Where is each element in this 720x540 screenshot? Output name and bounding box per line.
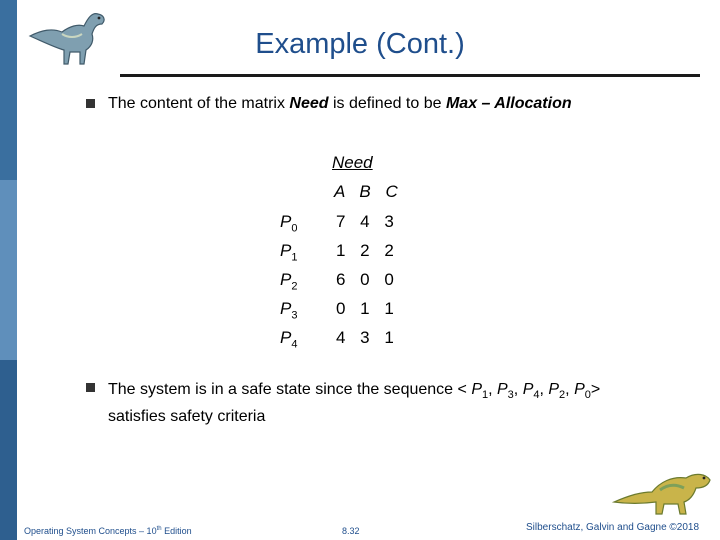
process-label: $P_1$ <box>280 241 298 264</box>
bullet-2-text: The system is in a safe state since the sequence < $P_1$, $P_3$, $P_4$, $P_2$, $P_0>$ satisfies safety criteria <box>108 381 601 426</box>
process-label: $P_4$ <box>280 328 298 351</box>
need-values: 4 3 1 <box>336 328 399 347</box>
need-heading: Need <box>332 153 373 172</box>
footer-course: Operating System Concepts – 10th Edition <box>24 526 192 536</box>
process-label: $P_0$ <box>280 212 298 235</box>
need-values: 6 0 0 <box>336 270 399 289</box>
footer-copyright: Silberschatz, Galvin and Gagne ©2018 <box>526 522 700 533</box>
column-headers: A B C <box>334 182 403 201</box>
page-title: Example (Cont.) <box>255 28 465 60</box>
bullet-icon <box>86 99 100 110</box>
need-values: 7 4 3 <box>336 212 399 231</box>
sidebar-stripe <box>0 0 17 540</box>
dinosaur-icon <box>610 462 714 518</box>
need-values: 1 2 2 <box>336 241 399 260</box>
need-values: 0 1 1 <box>336 299 399 318</box>
title-divider <box>120 74 700 77</box>
page-number: 8.32 <box>342 526 360 536</box>
process-label: $P_2$ <box>280 270 298 293</box>
process-label: $P_3$ <box>280 299 298 322</box>
bullet-1-text: The content of the matrix Need is defined to be Max – Allocation <box>108 95 572 112</box>
bullet-icon <box>86 383 100 394</box>
